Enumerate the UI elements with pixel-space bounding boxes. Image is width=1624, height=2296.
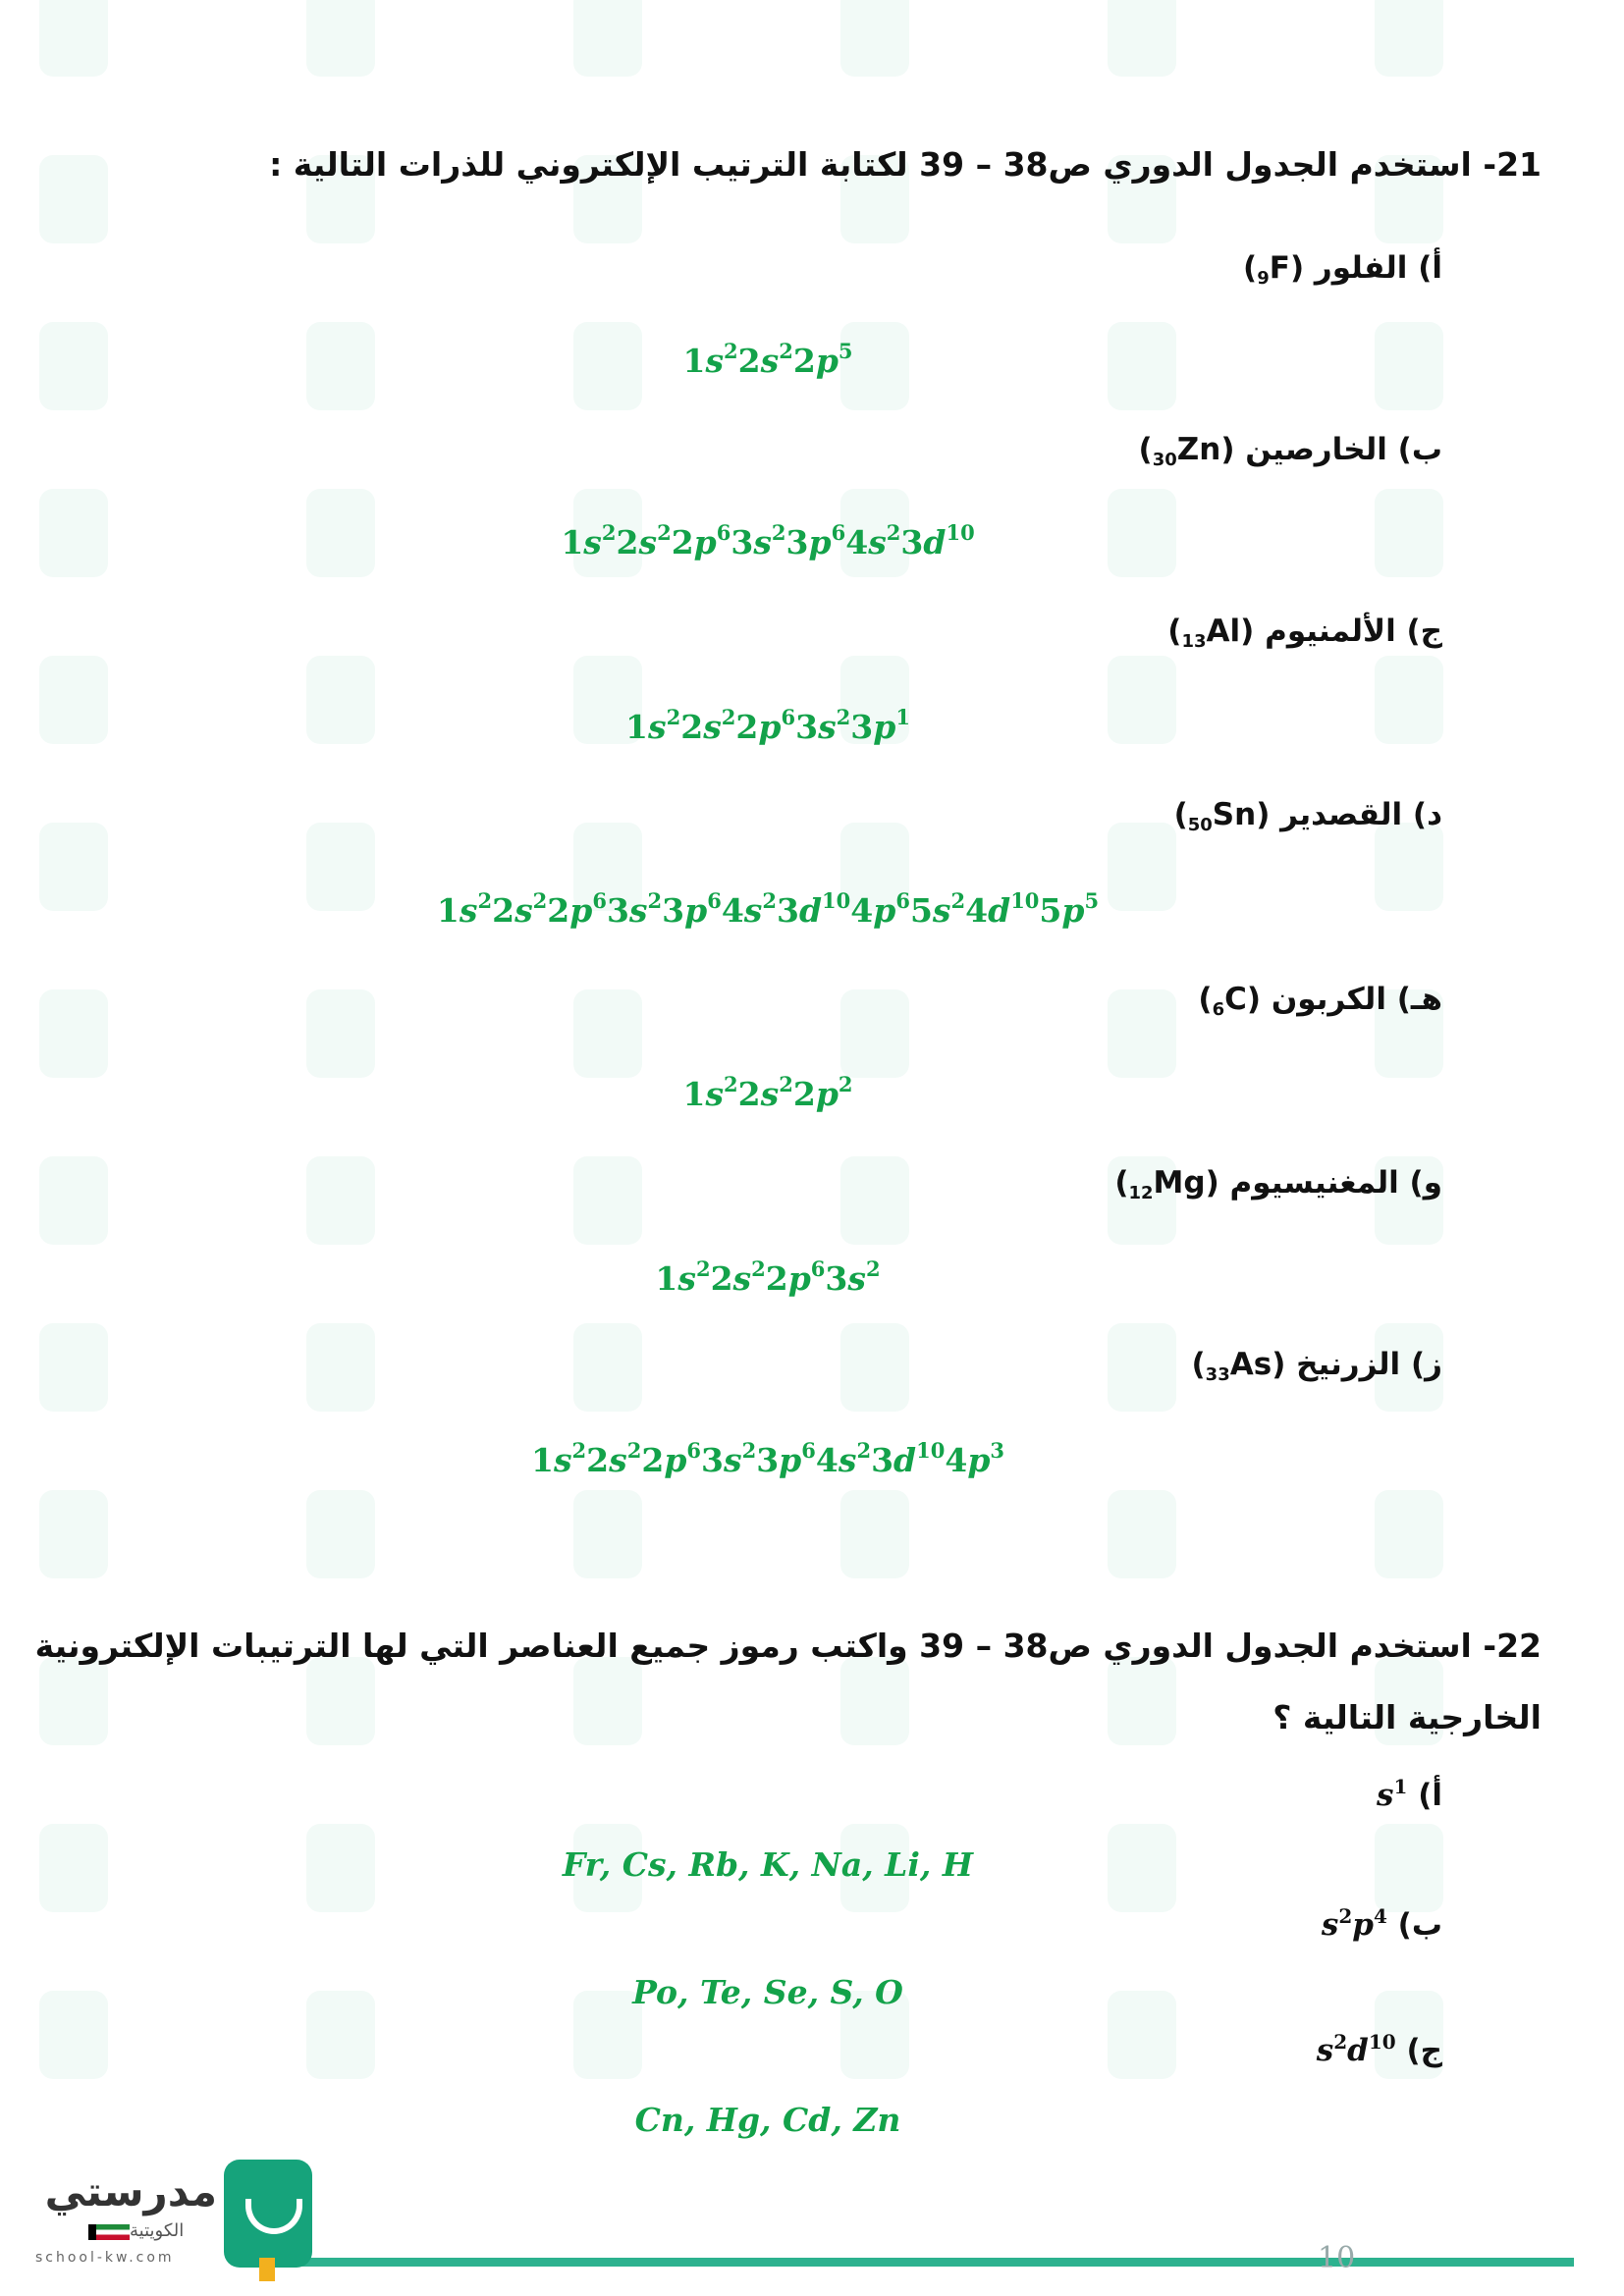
outer-configuration xyxy=(1321,1904,1387,1943)
config-orbital: p xyxy=(1061,891,1085,930)
config-orbital: p xyxy=(815,1075,839,1113)
config-shell: 2 xyxy=(737,1075,761,1113)
close-paren: ) xyxy=(1138,432,1153,467)
config-electrons: 2 xyxy=(762,888,777,913)
config-electrons: 2 xyxy=(721,705,736,729)
config-shell: 3 xyxy=(850,708,874,746)
atomic-number: 33 xyxy=(1205,1364,1230,1385)
config-electrons: 2 xyxy=(695,1256,711,1281)
logo-book-icon xyxy=(224,2160,312,2268)
logo-name: مدرستي xyxy=(44,2167,217,2216)
logo-url: school-kw.com xyxy=(35,2250,175,2266)
config-shell: 4 xyxy=(945,1441,968,1479)
outer-configuration xyxy=(1316,2030,1396,2068)
config-orbital: d xyxy=(988,891,1011,930)
element-label xyxy=(1139,432,1442,470)
config-electrons: 2 xyxy=(751,1256,766,1281)
element-label-text: هـ) الكربون ( xyxy=(1246,982,1442,1017)
config-shell: 2 xyxy=(792,1075,816,1113)
element-label xyxy=(1192,1347,1443,1385)
config-shell: 2 xyxy=(492,891,515,930)
electron-configuration xyxy=(625,705,910,746)
config-shell: 2 xyxy=(737,342,761,380)
config-shell: 5 xyxy=(909,891,933,930)
element-label xyxy=(1167,614,1442,652)
config-orbital: p xyxy=(664,1441,687,1479)
config-orbital: s xyxy=(932,891,951,930)
element-symbol: Sn xyxy=(1212,797,1257,832)
close-paren: ) xyxy=(1243,250,1258,286)
element-label-text: د) القصدير ( xyxy=(1256,797,1442,832)
config-shell: 4 xyxy=(815,1441,839,1479)
config-orbital: p xyxy=(684,891,708,930)
config-electrons: 10 xyxy=(822,888,851,913)
config-electrons: 1 xyxy=(895,705,910,729)
question-22-title-line1: 22- استخدم الجدول الدوري ص38 – 39 واكتب رموز جميع العناصر التي لها الترتيبات الإلكترونية xyxy=(34,1627,1542,1665)
config-orbital: d xyxy=(1347,2033,1369,2068)
configuration-label xyxy=(1317,2030,1442,2068)
config-orbital: p xyxy=(693,523,717,561)
atomic-number: 50 xyxy=(1187,815,1213,835)
config-electrons: 6 xyxy=(592,888,607,913)
element-symbol: C xyxy=(1224,982,1247,1017)
config-electrons: 2 xyxy=(741,1438,757,1463)
element-label-text: و) المغنيسيوم ( xyxy=(1205,1165,1442,1201)
config-shell: 2 xyxy=(616,523,639,561)
config-orbital: s xyxy=(514,891,533,930)
config-shell: 1 xyxy=(436,891,460,930)
kuwait-flag-icon xyxy=(88,2224,130,2240)
configuration-letter: ج) xyxy=(1406,2033,1442,2068)
config-orbital: s xyxy=(847,1259,866,1298)
config-shell: 2 xyxy=(792,342,816,380)
element-label-text: ز) الزرنيخ ( xyxy=(1272,1347,1442,1382)
config-orbital: p xyxy=(787,1259,811,1298)
config-shell: 4 xyxy=(721,891,744,930)
element-symbol: As xyxy=(1229,1347,1272,1382)
config-shell: 2 xyxy=(641,1441,665,1479)
config-electrons: 6 xyxy=(801,1438,816,1463)
element-symbol: Mg xyxy=(1153,1165,1206,1201)
config-shell: 3 xyxy=(825,1259,848,1298)
config-orbital: s xyxy=(703,708,722,746)
element-label-text: ب) الخارصين ( xyxy=(1220,432,1442,467)
element-symbols-answer: Cn, Hg, Cd, Zn xyxy=(634,2101,901,2139)
config-electrons: 2 xyxy=(779,1072,793,1096)
config-shell: 2 xyxy=(586,1441,610,1479)
config-shell: 3 xyxy=(785,523,809,561)
config-shell: 3 xyxy=(606,891,629,930)
config-orbital: p xyxy=(779,1441,802,1479)
close-paren: ) xyxy=(1167,614,1182,649)
config-electrons: 6 xyxy=(716,520,731,545)
config-shell: 3 xyxy=(871,1441,894,1479)
footer-divider xyxy=(298,2258,1574,2267)
config-orbital: s xyxy=(705,1075,725,1113)
config-shell: 4 xyxy=(845,523,869,561)
config-electrons: 2 xyxy=(571,1438,587,1463)
config-orbital: s xyxy=(868,523,887,561)
configuration-label xyxy=(1377,1775,1442,1813)
config-orbital: d xyxy=(923,523,947,561)
config-orbital: s xyxy=(583,523,602,561)
config-electrons: 6 xyxy=(686,1438,702,1463)
element-symbols-answer: Fr, Cs, Rb, K, Na, Li, H xyxy=(562,1845,974,1884)
electron-configuration xyxy=(437,888,1099,930)
config-electrons: 10 xyxy=(946,520,975,545)
config-orbital: p xyxy=(873,708,896,746)
config-shell: 2 xyxy=(680,708,704,746)
outer-configuration xyxy=(1377,1775,1408,1813)
question-22-title-line2: الخارجية التالية ؟ xyxy=(1272,1698,1542,1736)
close-paren: ) xyxy=(1114,1165,1129,1201)
config-electrons: 6 xyxy=(707,888,722,913)
page-number: 10 xyxy=(1318,2241,1356,2275)
config-shell: 1 xyxy=(682,1075,706,1113)
element-symbol: Al xyxy=(1206,614,1241,649)
config-orbital: s xyxy=(705,342,725,380)
atomic-number: 6 xyxy=(1212,999,1225,1020)
config-electrons: 2 xyxy=(838,1072,853,1096)
config-orbital: s xyxy=(677,1259,696,1298)
atomic-number: 9 xyxy=(1257,268,1270,289)
config-orbital: s xyxy=(648,708,667,746)
config-orbital: s xyxy=(553,1441,572,1479)
config-orbital: s xyxy=(743,891,763,930)
electron-configuration xyxy=(531,1438,1004,1479)
config-electrons: 2 xyxy=(724,1072,738,1096)
config-shell: 1 xyxy=(655,1259,678,1298)
config-shell: 3 xyxy=(756,1441,780,1479)
config-shell: 2 xyxy=(547,891,570,930)
config-orbital: s xyxy=(732,1259,752,1298)
config-orbital: s xyxy=(1377,1778,1394,1813)
config-orbital: p xyxy=(758,708,782,746)
config-electrons: 6 xyxy=(895,888,910,913)
config-electrons: 2 xyxy=(856,1438,872,1463)
config-shell: 3 xyxy=(795,708,819,746)
config-orbital: s xyxy=(1321,1907,1339,1943)
atomic-number: 30 xyxy=(1152,450,1177,470)
config-electrons: 2 xyxy=(657,520,672,545)
config-electrons: 2 xyxy=(886,520,901,545)
config-electrons: 10 xyxy=(1368,2030,1396,2054)
config-electrons: 4 xyxy=(1373,1904,1387,1928)
config-electrons: 2 xyxy=(666,705,681,729)
config-shell: 1 xyxy=(625,708,649,746)
config-electrons: 2 xyxy=(836,705,851,729)
element-label xyxy=(1114,1165,1442,1203)
atomic-number: 13 xyxy=(1181,631,1207,652)
electron-configuration xyxy=(655,1256,880,1298)
config-shell: 3 xyxy=(662,891,685,930)
electron-configuration xyxy=(682,1072,852,1113)
config-electrons: 2 xyxy=(477,888,493,913)
config-orbital: p xyxy=(873,891,896,930)
close-paren: ) xyxy=(1198,982,1213,1017)
question-21-title: 21- استخدم الجدول الدوري ص38 – 39 لكتابة الترتيب الإلكتروني للذرات التالية : xyxy=(269,145,1542,184)
config-electrons: 6 xyxy=(831,520,846,545)
config-orbital: s xyxy=(723,1441,742,1479)
config-shell: 1 xyxy=(530,1441,554,1479)
config-electrons: 2 xyxy=(532,888,548,913)
config-shell: 1 xyxy=(682,342,706,380)
config-electrons: 2 xyxy=(601,520,617,545)
config-orbital: d xyxy=(893,1441,917,1479)
config-electrons: 6 xyxy=(781,705,796,729)
close-paren: ) xyxy=(1191,1347,1206,1382)
element-symbol: Zn xyxy=(1176,432,1221,467)
element-label xyxy=(1198,982,1442,1020)
config-orbital: s xyxy=(628,891,648,930)
element-symbols-answer: Po, Te, Se, S, O xyxy=(632,1973,903,2011)
config-electrons: 2 xyxy=(647,888,663,913)
config-orbital: s xyxy=(838,1441,857,1479)
config-electrons: 2 xyxy=(771,520,786,545)
config-orbital: s xyxy=(760,342,780,380)
config-electrons: 10 xyxy=(1010,888,1040,913)
config-orbital: s xyxy=(818,708,837,746)
config-orbital: p xyxy=(967,1441,991,1479)
config-orbital: s xyxy=(760,1075,780,1113)
config-shell: 3 xyxy=(777,891,799,930)
config-orbital: s xyxy=(609,1441,627,1479)
config-electrons: 5 xyxy=(838,339,853,363)
element-label xyxy=(1243,250,1442,289)
config-shell: 4 xyxy=(965,891,989,930)
config-electrons: 2 xyxy=(1338,1904,1353,1928)
config-orbital: p xyxy=(815,342,839,380)
madrasati-logo xyxy=(35,2160,281,2287)
logo-country: الكويتية xyxy=(130,2220,185,2241)
config-electrons: 2 xyxy=(626,1438,642,1463)
configuration-letter: أ) xyxy=(1418,1778,1442,1813)
config-orbital: p xyxy=(569,891,593,930)
config-electrons: 2 xyxy=(950,888,966,913)
electron-configuration xyxy=(561,520,974,561)
config-shell: 3 xyxy=(900,523,924,561)
configuration-letter: ب) xyxy=(1397,1907,1442,1943)
config-shell: 2 xyxy=(710,1259,733,1298)
config-orbital: p xyxy=(808,523,832,561)
config-orbital: s xyxy=(1316,2033,1334,2068)
config-orbital: p xyxy=(1352,1907,1374,1943)
atomic-number: 12 xyxy=(1128,1183,1154,1203)
config-electrons: 10 xyxy=(916,1438,946,1463)
config-shell: 2 xyxy=(765,1259,788,1298)
config-shell: 4 xyxy=(850,891,874,930)
config-electrons: 2 xyxy=(1333,2030,1348,2054)
config-shell: 2 xyxy=(735,708,759,746)
configuration-label xyxy=(1322,1904,1442,1943)
element-symbol: F xyxy=(1269,250,1290,286)
config-electrons: 3 xyxy=(990,1438,1005,1463)
config-electrons: 5 xyxy=(1084,888,1100,913)
element-label-text: أ) الفلور ( xyxy=(1289,250,1442,286)
element-label xyxy=(1174,797,1442,835)
config-shell: 2 xyxy=(671,523,694,561)
config-shell: 1 xyxy=(561,523,584,561)
config-shell: 3 xyxy=(701,1441,724,1479)
config-electrons: 2 xyxy=(779,339,793,363)
element-label-text: ج) الألمنيوم ( xyxy=(1240,614,1442,649)
config-electrons: 2 xyxy=(865,1256,881,1281)
config-electrons: 2 xyxy=(724,339,738,363)
config-orbital: d xyxy=(798,891,823,930)
config-shell: 3 xyxy=(731,523,754,561)
electron-configuration xyxy=(682,339,852,380)
close-paren: ) xyxy=(1173,797,1188,832)
config-orbital: s xyxy=(638,523,658,561)
config-orbital: s xyxy=(459,891,478,930)
config-electrons: 1 xyxy=(1393,1775,1408,1798)
config-shell: 5 xyxy=(1039,891,1062,930)
config-electrons: 6 xyxy=(810,1256,826,1281)
config-orbital: s xyxy=(753,523,772,561)
